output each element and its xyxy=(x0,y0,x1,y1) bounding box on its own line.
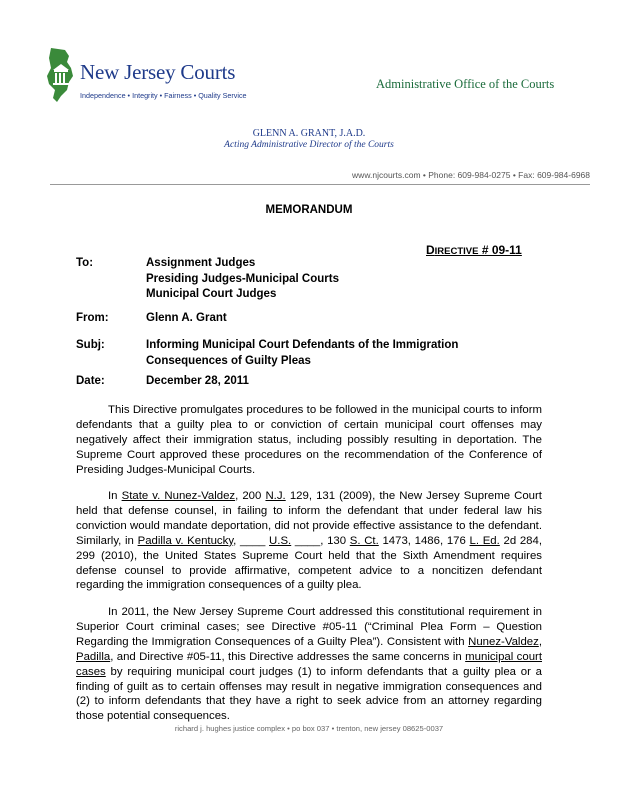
contact-info: www.njcourts.com • Phone: 609-984-0275 • Fax: 609-984-6968 xyxy=(352,170,590,180)
director-title: Acting Administrative Director of the Courts xyxy=(224,140,394,150)
subj-label: Subj: xyxy=(76,339,105,351)
recipient: Presiding Judges-Municipal Courts xyxy=(146,272,339,285)
from-value: Glenn A. Grant xyxy=(146,312,227,324)
brand-name: New Jersey Courts xyxy=(80,60,236,84)
date-value: December 28, 2011 xyxy=(146,375,249,387)
directive-number: DIRECTIVE # 09-11 xyxy=(426,243,522,257)
date-label: Date: xyxy=(76,375,105,387)
paragraph-2: In State v. Nunez-Valdez, 200 N.J. 129, 131 (2009), the New Jersey Supreme Court held that defense counsel, in failing to inform the defendant that under federal law his conviction would mandate deportation, did not provide effective assistance to the defendant. Similarly, in Padilla v. Kentucky, ____ U.S. ____, 130 S. Ct. 1473, 1486, 176 L. Ed. 2d 284, 299 (2010), the United States Supreme Court held that the Sixth Amendment requires defense counsel to provide affirmative, competent advice to a noncitizen defendant regarding the immigration consequences of a guilty plea. xyxy=(76,490,542,592)
subject xyxy=(146,338,458,369)
footer-address: richard j. hughes justice complex • po box 037 • trenton, new jersey 08625-0037 xyxy=(174,724,444,733)
director-name: GLENN A. GRANT, J.A.D. xyxy=(252,128,366,139)
from-label: From: xyxy=(76,312,109,324)
case-citation: Padilla xyxy=(76,650,111,663)
case-citation: Nunez-Valdez xyxy=(468,635,539,648)
case-citation: State v. Nunez-Valdez xyxy=(121,490,236,502)
recipient: Assignment Judges xyxy=(146,257,256,269)
to-label: To: xyxy=(76,257,94,269)
paragraph-1: This Directive promulgates procedures to be followed in the municipal courts to inform defendants that a guilty plea to or conviction of certain municipal court offenses may negatively affect their immigration status, including possibly resulting in deportation. The Supreme Court approved these procedures on the recommendation of the Conference of Presiding Judges-Municipal Courts. xyxy=(76,404,542,476)
subject-line: Consequences of Guilty Pleas xyxy=(146,354,311,367)
header-divider xyxy=(50,184,590,185)
new-jersey-courts-logo-icon xyxy=(43,46,77,106)
to-recipients xyxy=(146,256,339,303)
case-citation: Padilla v. Kentucky xyxy=(137,534,234,547)
recipient: Municipal Court Judges xyxy=(146,288,277,300)
brand-tagline: Independence • Integrity • Fairness • Quality Service xyxy=(80,91,247,100)
paragraph-3: In 2011, the New Jersey Supreme Court addressed this constitutional requirement in Superior Court criminal cases; see Directive #05-11 (“Criminal Plea Form – Question Regarding the Immigration Consequences of a Guilty Plea”). Consistent with Nunez-Valdez, Padilla, and Directive #05-11, this Directive addresses the same concerns in municipal court cases by requiring municipal court judges (1) to inform defendants that a guilty plea or a finding of guilt as to certain offenses may result in negative immigration consequences and (2) to inform defendants that they have a right to seek advice from an attorney regarding those potential consequences. xyxy=(76,606,542,723)
subject-line: Informing Municipal Court Defendants of the Immigration xyxy=(146,339,459,351)
memo-title: MEMORANDUM xyxy=(265,204,353,216)
office-name: Administrative Office of the Courts xyxy=(376,77,555,91)
